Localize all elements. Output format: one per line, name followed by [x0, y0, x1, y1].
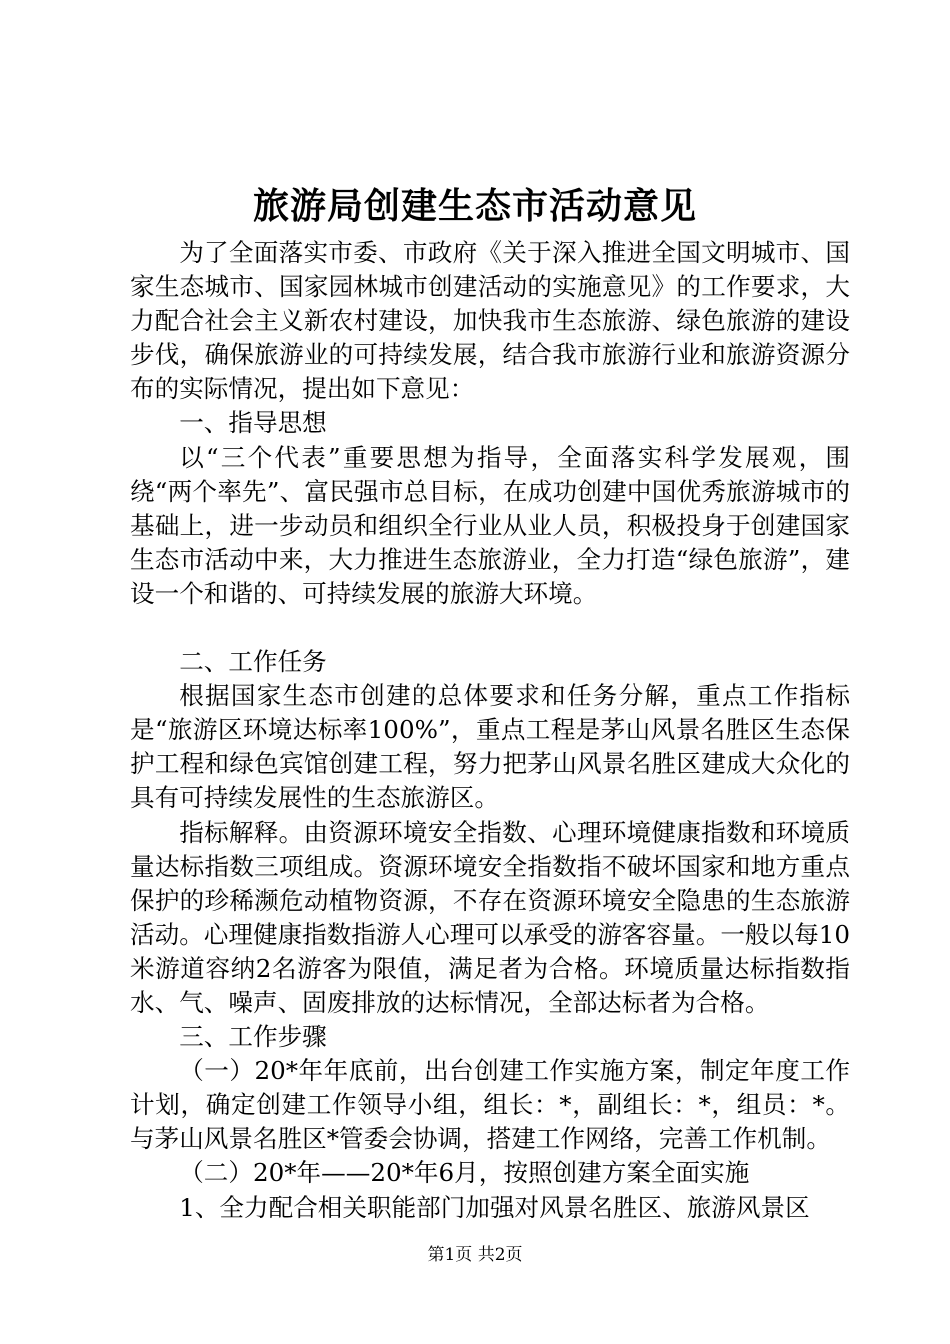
section-heading-tasks: 二、工作任务	[179, 647, 327, 677]
document-title: 旅游局创建生态市活动意见	[252, 185, 697, 227]
guiding-thought-paragraph: 以“三个代表”重要思想为指导，全面落实科学发展观，围绕“两个率先”、富民强市总目标，在成功创建中国优秀旅游城市的基础上，进一步动员和组织全行业从业人员，积极投身于创建国家生态市活动中来，大力推进生态旅游业，全力打造“绿色旅游”，建设一个和谐的、可持续发展的旅游大环境。	[130, 442, 850, 608]
step-two-item-one: 1、全力配合相关职能部门加强对风景名胜区、旅游风景区	[179, 1192, 810, 1222]
section-heading-steps: 三、工作步骤	[179, 1022, 327, 1052]
intro-paragraph: 为了全面落实市委、市政府《关于深入推进全国文明城市、国家生态城市、国家园林城市创建活动的实施意见》的工作要求，大力配合社会主义新农村建设，加快我市生态旅游、绿色旅游的建设步伐，确保旅游业的可持续发展，结合我市旅游行业和旅游资源分布的实际情况，提出如下意见：	[130, 238, 850, 404]
paragraph-spacer	[130, 611, 850, 645]
document-body	[130, 236, 850, 1225]
section-heading-guiding-thought: 一、指导思想	[179, 408, 327, 438]
indicator-explanation-paragraph: 指标解释。由资源环境安全指数、心理环境健康指数和环境质量达标指数三项组成。资源环境安全指数指不破坏国家和地方重点保护的珍稀濒危动植物资源，不存在资源环境安全隐患的生态旅游活动。心理健康指数指游人心理可以承受的游客容量。一般以每10米游道容纳2名游客为限值，满足者为合格。环境质量达标指数指水、气、噪声、固废排放的达标情况，全部达标者为合格。	[130, 817, 850, 1017]
page-number-footer: 第1页 共2页	[427, 1245, 523, 1265]
step-two-paragraph: （二）20*年——20*年6月，按照创建方案全面实施	[179, 1158, 750, 1188]
tasks-paragraph: 根据国家生态市创建的总体要求和任务分解，重点工作指标是“旅游区环境达标率100%”，重点工程是茅山风景名胜区生态保护工程和绿色宾馆创建工程，努力把茅山风景名胜区建成大众化的具有可持续发展性的生态旅游区。	[130, 681, 850, 813]
step-one-paragraph: （一）20*年年底前，出台创建工作实施方案，制定年度工作计划，确定创建工作领导小组，组长：*，副组长：*，组员：*。与茅山风景名胜区*管委会协调，搭建工作网络，完善工作机制。	[130, 1056, 850, 1154]
